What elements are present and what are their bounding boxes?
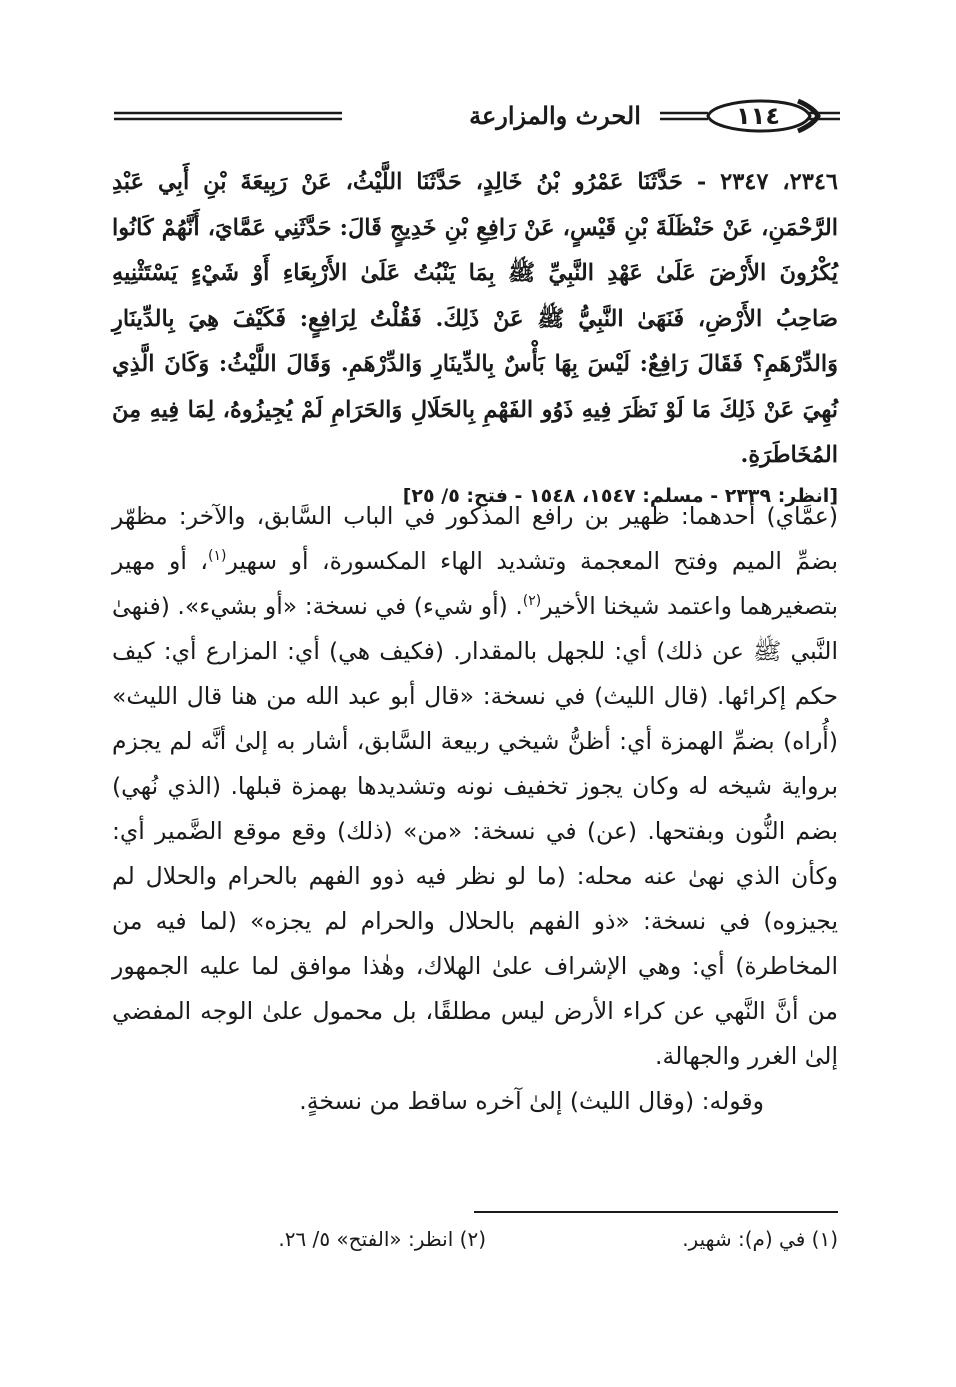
footnote-marker-2: (٢) xyxy=(522,593,542,610)
commentary-text-3: . (أو شيء) في نسخة: «أو بشيء». (فنهىٰ النَّبي ﷺ عن ذلك) أي: للجهل بالمقدار. (فكيف هي) أي: المزارع أي: كيف حكم إكرائها. (قال الليث) في نسخة: «قال أبو عبد الله من هنا قال الليث» (أُراه) بضمِّ الهمزة أي: أظنُّ شيخي ربيعة السَّابق، أشار به إلىٰ أنَّه لم يجزم برواية شيخه له وكان يجوز تخفيف نونه وتشديدها بهمزة قبلها. (الذي نُهي) بضم النُّون وبفتحها. (عن) في نسخة: «من» (ذلك) وقع موقع الضَّمير أي: وكأن الذي نهىٰ عنه محله: (ما لو نظر فيه ذوو الفهم بالحرام والحلال لم يجيزوه) في نسخة: «ذو الفهم بالحلال والحرام لم يجزه» (لما فيه من المخاطرة) أي: وهي الإشراف علىٰ الهلاك، وهٰذا موافق لما عليه الجمهور من أنَّ النَّهي عن كراء الأرض ليس مطلقًا، بل محمول علىٰ الوجه المفضي إلىٰ الغرر والجهالة. xyxy=(112,592,838,1070)
commentary-closing: وقوله: (وقال الليث) إلىٰ آخره ساقط من نسخةٍ. xyxy=(299,1087,764,1115)
page-number: ١١٤ xyxy=(736,102,780,130)
footnote-marker-1: (١) xyxy=(208,548,227,565)
footnote-1: (١) في (م): شهير. xyxy=(682,1227,838,1251)
footnote-2: (٢) انظر: «الفتح» ٥/ ٢٦. xyxy=(278,1227,486,1251)
commentary-paragraph xyxy=(112,494,838,1079)
commentary-block xyxy=(112,494,838,1124)
hadith-block xyxy=(112,160,838,513)
hadith-reference: [انظر: ٢٣٣٩ - مسلم: ١٥٤٧، ١٥٤٨ - فتح: ٥/ ٢٥] xyxy=(402,484,838,507)
commentary-text-2: ، أو مهير بتصغيرهما واعتمد شيخنا الأخير xyxy=(112,547,838,620)
footnote-separator xyxy=(474,1211,838,1213)
commentary-text-1: (عمَّاي) أحدهما: ظهير بن رافع المذكور في الباب السَّابق، والآخر: مظهّر بضمِّ الميم وفتح المعجمة وتشديد الهاء المكسورة، أو سهير xyxy=(112,502,838,575)
page-header xyxy=(110,92,840,140)
hadith-text: ٢٣٤٦، ٢٣٤٧ - حَدَّثَنَا عَمْرُو بْنُ خَالِدٍ، حَدَّثَنَا اللَّيْثُ، عَنْ رَبِيعَةَ بْنِ أَبِي عَبْدِ الرَّحْمَنِ، عَنْ حَنْظَلَةَ بْنِ قَيْسٍ، عَنْ رَافِعِ بْنِ خَدِيجٍ قَالَ: حَدَّثَنِي عَمَّايَ، أَنَّهُمْ كَانُوا يُكْرُونَ الأَرْضَ عَلَىٰ عَهْدِ النَّبِيِّ ﷺ بِمَا يَنْبُتُ عَلَىٰ الأَرْبِعَاءِ أَوْ شَيْءٍ يَسْتَثْنِيهِ صَاحِبُ الأَرْضِ، فَنَهَىٰ النَّبِيُّ ﷺ عَنْ ذَلِكَ. فَقُلْتُ لِرَافِعٍ: فَكَيْفَ هِيَ بِالدِّينَارِ وَالدِّرْهَمِ؟ فَقَالَ رَافِعٌ: لَيْسَ بِهَا بَأْسٌ بِالدِّينَارِ وَالدِّرْهَمِ. وَقَالَ اللَّيْثُ: وَكَانَ الَّذِي نُهِيَ عَنْ ذَلِكَ مَا لَوْ نَظَرَ فِيهِ ذَوُو الفَهْمِ بِالحَلَالِ وَالحَرَامِ لَمْ يُجِيزُوهُ، لِمَا فِيهِ مِنَ المُخَاطَرَةِ. xyxy=(112,169,838,468)
running-title: الحرث والمزارعة xyxy=(450,98,660,134)
